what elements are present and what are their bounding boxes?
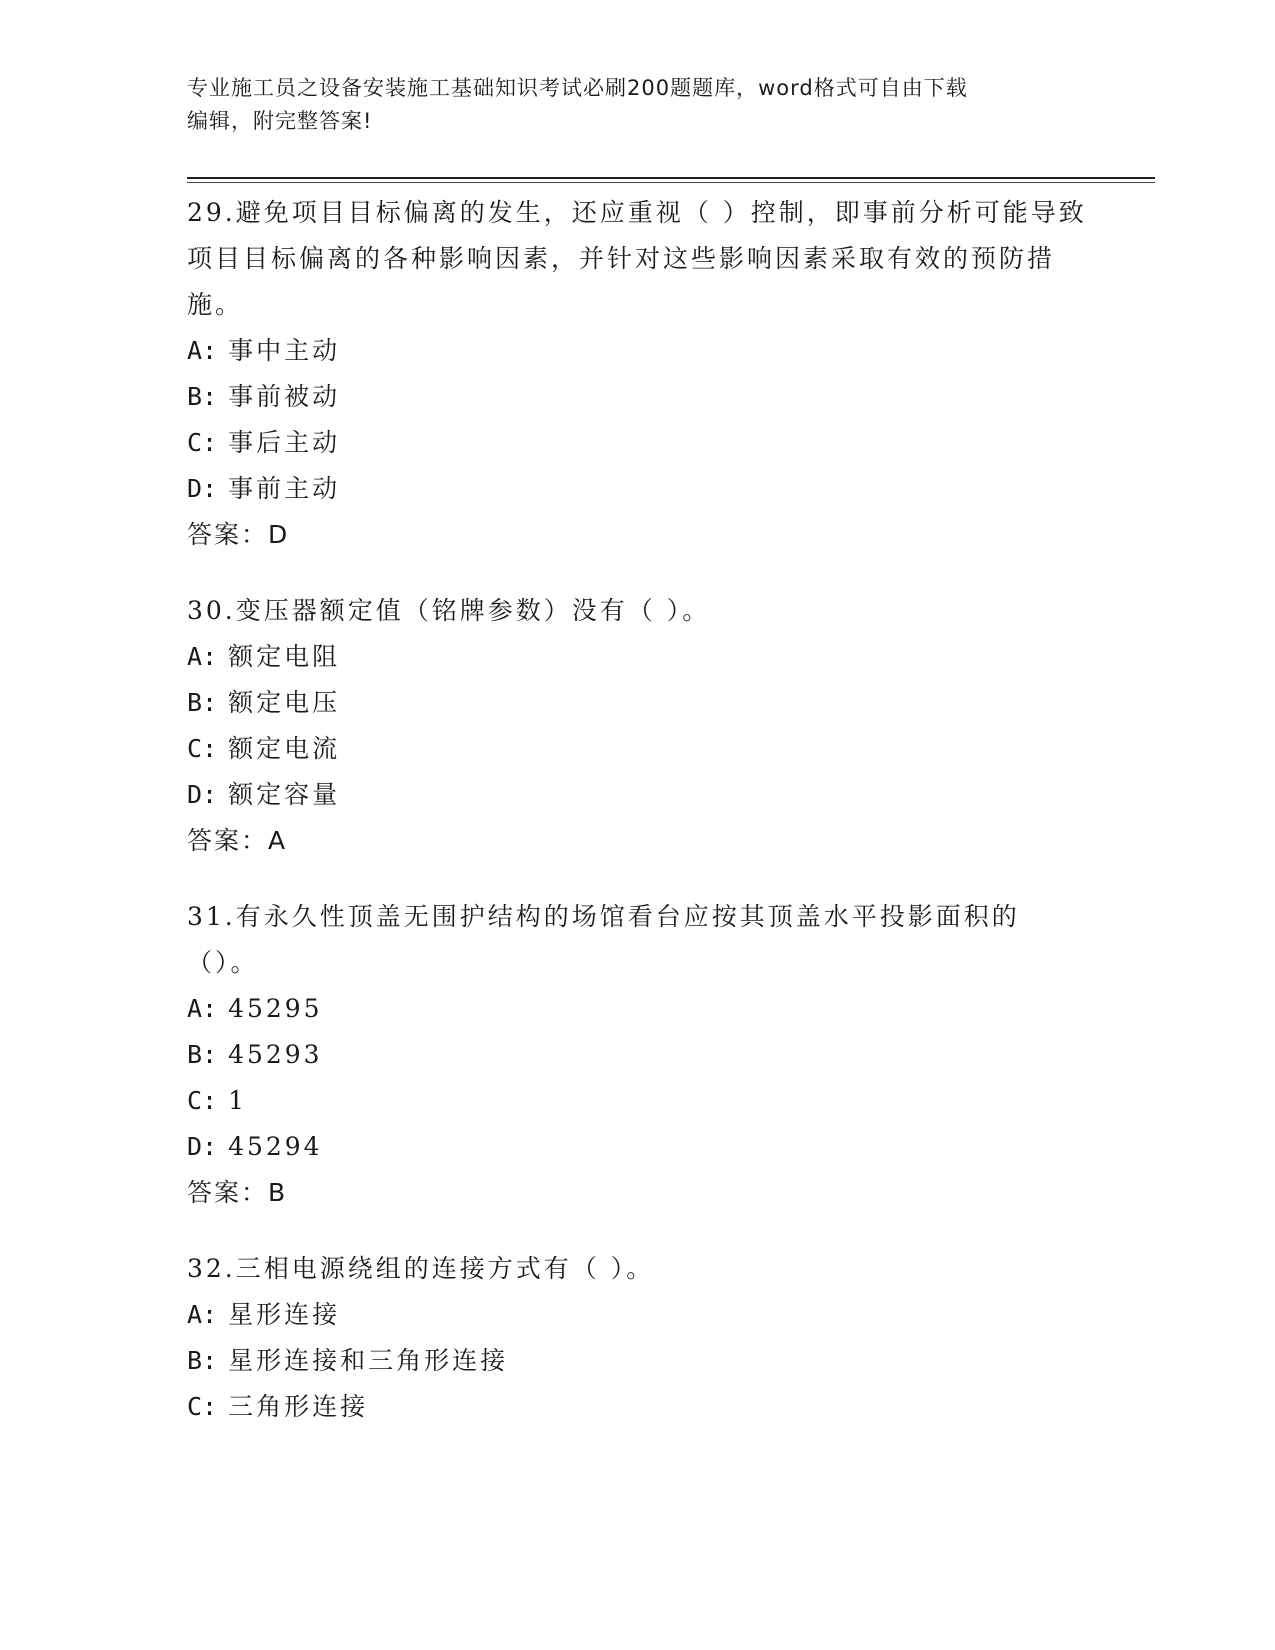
option-a <box>187 328 1087 374</box>
option-key: D: <box>187 780 218 809</box>
option-key: A: <box>187 336 218 365</box>
option-text: 事前被动 <box>228 382 341 411</box>
option-text: 45294 <box>228 1132 323 1161</box>
option-key: C: <box>187 428 218 457</box>
option-text: 事中主动 <box>228 336 341 365</box>
option-b <box>187 1338 1087 1384</box>
option-key: C: <box>187 1086 218 1115</box>
header-line-1: 专业施工员之设备安装施工基础知识考试必刷200题题库，word格式可自由下载 <box>187 76 968 100</box>
question-29 <box>187 190 1087 558</box>
option-text: 45295 <box>228 994 323 1023</box>
option-key: B: <box>187 382 218 411</box>
question-list <box>187 190 1087 1460</box>
question-30 <box>187 588 1087 864</box>
option-b <box>187 374 1087 420</box>
option-key: B: <box>187 1040 218 1069</box>
option-b <box>187 680 1087 726</box>
option-c <box>187 1078 1087 1124</box>
option-text: 45293 <box>228 1040 323 1069</box>
document-header <box>187 72 1067 138</box>
option-text: 三角形连接 <box>228 1392 369 1421</box>
question-31 <box>187 894 1087 1216</box>
option-text: 额定容量 <box>228 780 341 809</box>
option-text: 额定电压 <box>228 688 341 717</box>
option-d <box>187 466 1087 512</box>
option-key: A: <box>187 994 218 1023</box>
header-divider-thick <box>187 177 1155 179</box>
option-key: A: <box>187 642 218 671</box>
option-text: 额定电流 <box>228 734 341 763</box>
option-text: 1 <box>228 1086 247 1115</box>
option-key: D: <box>187 474 218 503</box>
question-stem: 30.变压器额定值（铭牌参数）没有（ ）。 <box>187 596 711 625</box>
option-key: C: <box>187 1392 218 1421</box>
question-32 <box>187 1246 1087 1430</box>
question-stem: 29.避免项目目标偏离的发生，还应重视（ ）控制，即事前分析可能导致项目目标偏离的各种影响因素，并针对这些影响因素采取有效的预防措施。 <box>187 198 1087 319</box>
option-d <box>187 1124 1087 1170</box>
option-key: C: <box>187 734 218 763</box>
option-key: D: <box>187 1132 218 1161</box>
option-text: 事后主动 <box>228 428 341 457</box>
answer-line: 答案：A <box>187 826 288 855</box>
option-d <box>187 772 1087 818</box>
option-text: 星形连接和三角形连接 <box>228 1346 509 1375</box>
option-key: B: <box>187 1346 218 1375</box>
header-line-2: 编辑，附完整答案! <box>187 109 373 133</box>
option-c <box>187 1384 1087 1430</box>
option-text: 额定电阻 <box>228 642 341 671</box>
option-text: 星形连接 <box>228 1300 341 1329</box>
option-c <box>187 420 1087 466</box>
question-stem: 32.三相电源绕组的连接方式有（ ）。 <box>187 1254 655 1283</box>
option-a <box>187 634 1087 680</box>
option-key: B: <box>187 688 218 717</box>
question-stem: 31.有永久性顶盖无围护结构的场馆看台应按其顶盖水平投影面积的（）。 <box>187 902 1020 977</box>
answer-line: 答案：B <box>187 1178 288 1207</box>
option-b <box>187 1032 1087 1078</box>
option-key: A: <box>187 1300 218 1329</box>
option-a <box>187 986 1087 1032</box>
option-text: 事前主动 <box>228 474 341 503</box>
option-a <box>187 1292 1087 1338</box>
answer-line: 答案：D <box>187 520 290 549</box>
option-c <box>187 726 1087 772</box>
header-divider-thin <box>187 182 1155 183</box>
